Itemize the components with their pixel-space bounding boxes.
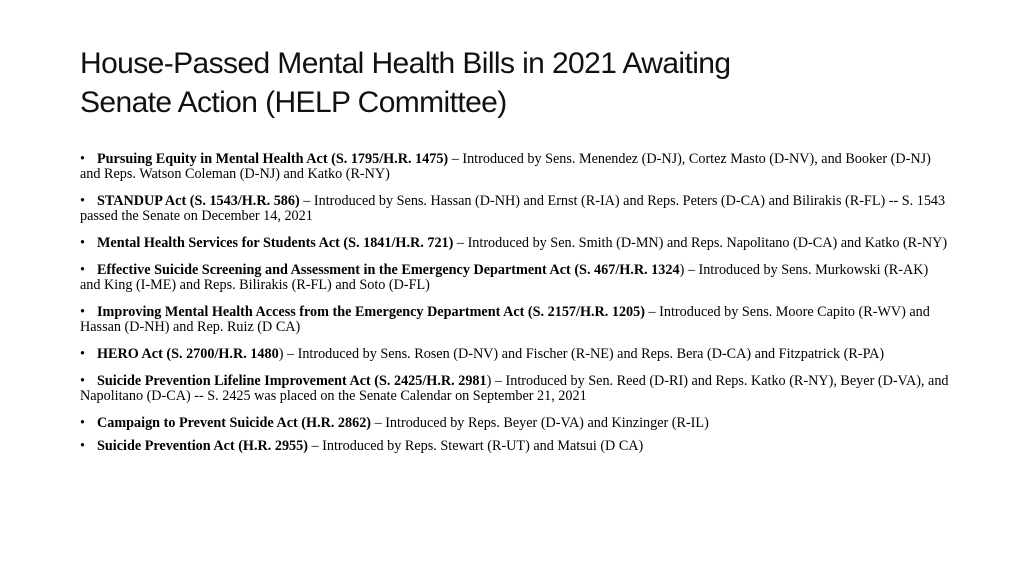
bill-name: Suicide Prevention Act (H.R. 2955) — [97, 438, 308, 454]
bullet-icon: • — [80, 373, 85, 389]
bill-item — [80, 305, 950, 335]
slide-title-line-1: House-Passed Mental Health Bills in 2021 Awaiting — [80, 47, 731, 80]
bill-detail: – Introduced by Sen. Smith (D-MN) and Reps. Napolitano (D-CA) and Katko (R-NY) — [453, 235, 948, 251]
bill-detail: ) – Introduced by Sens. Murkowski (R-AK) and King (I-ME) and Reps. Bilirakis (R-FL) and Soto (D-FL) — [80, 262, 929, 293]
bullet-icon: • — [80, 415, 85, 431]
bullet-icon: • — [80, 438, 85, 454]
bill-item — [80, 439, 950, 454]
bill-detail: ) – Introduced by Sens. Rosen (D-NV) and Fischer (R-NE) and Reps. Bera (D-CA) and Fitzpatrick (R-PA) — [278, 346, 885, 362]
bill-item — [80, 374, 950, 404]
bill-detail: – Introduced by Sens. Hassan (D-NH) and Ernst (R-IA) and Reps. Peters (D-CA) and Bilirakis (R-FL) -- S. 1543 passed the Senate on December 14, 2021 — [80, 193, 946, 224]
bill-item — [80, 263, 950, 293]
bill-name: HERO Act (S. 2700/H.R. 1480 — [97, 346, 279, 362]
bill-item — [80, 236, 950, 251]
bill-detail: – Introduced by Sens. Moore Capito (R-WV) and Hassan (D-NH) and Rep. Ruiz (D CA) — [80, 304, 930, 335]
bill-name: Mental Health Services for Students Act (S. 1841/H.R. 721) — [97, 235, 454, 251]
bill-name: Campaign to Prevent Suicide Act (H.R. 2862) — [97, 415, 372, 431]
bill-item — [80, 194, 950, 224]
bill-name: Pursuing Equity in Mental Health Act (S. 1795/H.R. 1475) — [97, 151, 449, 167]
bullet-icon: • — [80, 262, 85, 278]
bill-name: Effective Suicide Screening and Assessment in the Emergency Department Act (S. 467/H.R. 1324 — [97, 262, 680, 278]
bullet-icon: • — [80, 304, 85, 320]
bill-list — [80, 152, 950, 466]
bill-item — [80, 152, 950, 182]
bill-detail: – Introduced by Sens. Menendez (D-NJ), Cortez Masto (D-NV), and Booker (D-NJ) and Reps. Watson Coleman (D-NJ) and Katko (R-NY) — [80, 151, 931, 182]
bill-detail: ) – Introduced by Sen. Reed (D-RI) and Reps. Katko (R-NY), Beyer (D-VA), and Napolitano (D-CA) -- S. 2425 was placed on the Senate Calendar on September 21, 2021 — [80, 373, 949, 404]
slide-title — [80, 44, 980, 122]
bill-item — [80, 416, 950, 431]
bill-detail: – Introduced by Reps. Stewart (R-UT) and Matsui (D CA) — [307, 438, 644, 454]
bullet-icon: • — [80, 151, 85, 167]
bill-item — [80, 347, 950, 362]
bill-detail: – Introduced by Reps. Beyer (D-VA) and Kinzinger (R-IL) — [371, 415, 709, 431]
bill-name: Suicide Prevention Lifeline Improvement Act (S. 2425/H.R. 2981 — [97, 373, 487, 389]
bullet-icon: • — [80, 193, 85, 209]
slide-title-line-2: Senate Action (HELP Committee) — [80, 86, 507, 119]
bullet-icon: • — [80, 346, 85, 362]
bill-name: Improving Mental Health Access from the Emergency Department Act (S. 2157/H.R. 1205) — [97, 304, 645, 320]
bill-name: STANDUP Act (S. 1543/H.R. 586) — [97, 193, 300, 209]
bullet-icon: • — [80, 235, 85, 251]
